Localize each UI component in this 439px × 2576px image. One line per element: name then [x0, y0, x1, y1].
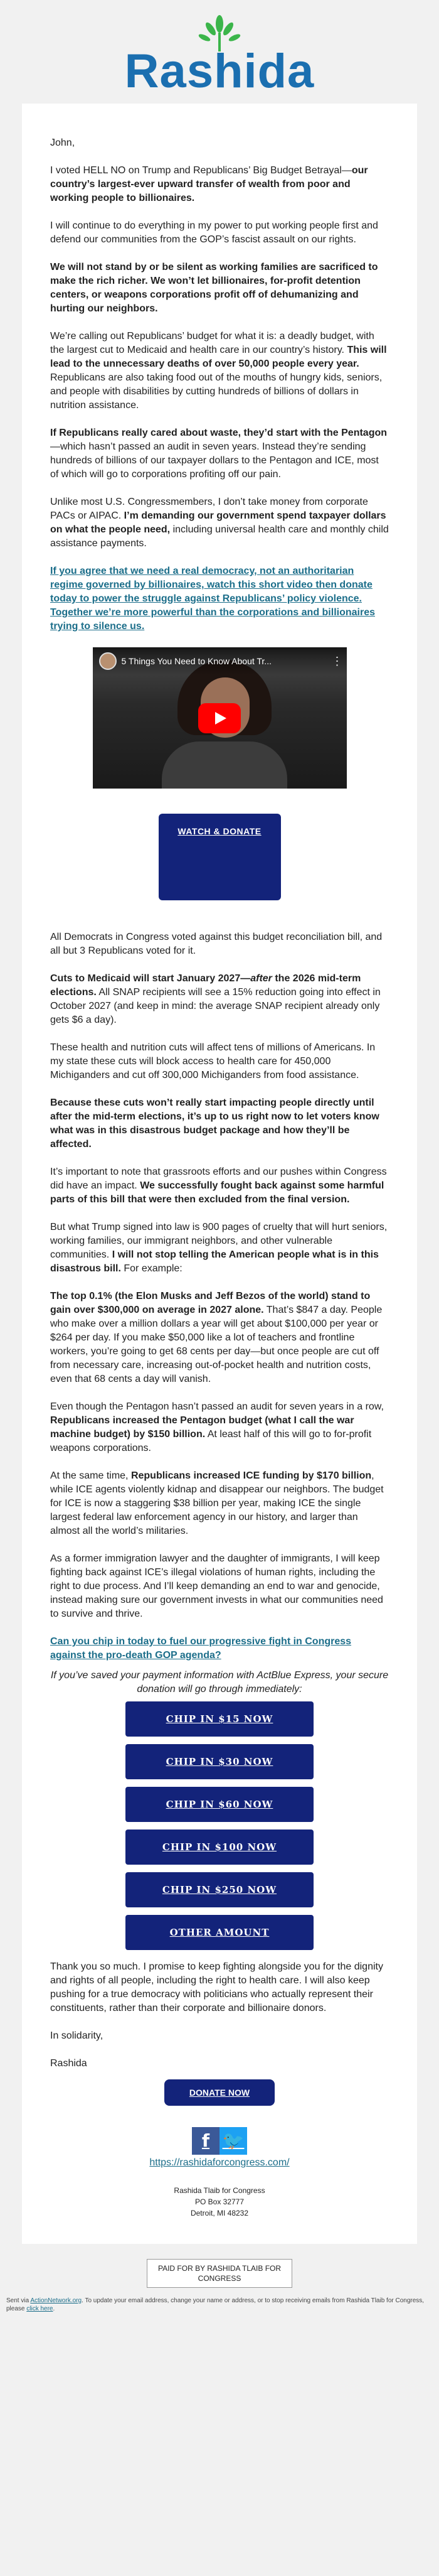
actionnetwork-link[interactable]: ActionNetwork.org	[30, 2297, 82, 2304]
channel-avatar[interactable]	[99, 652, 117, 670]
email-header	[0, 0, 439, 104]
closing: In solidarity,	[50, 2030, 103, 2041]
paragraph: We’re calling out Republicans’ budget for what it is: a deadly budget, with the largest cut to Medicaid and health care in our country’s history. This will lead to the unnecessary deaths of over 50,000 people every year. Republicans are also taking food out of the mouths of hungry kids, seniors, and people with disabilities by cutting hundreds of billions of dollars in nutrition assistance.	[50, 331, 387, 411]
address-line: PO Box 32777	[194, 2197, 245, 2206]
chip-in-15-button[interactable]: CHIP IN $15 NOW	[125, 1701, 314, 1737]
paragraph: Even though the Pentagon hasn’t passed an audit for seven years in a row, Republicans increased the Pentagon budget (what I call the war machine budget) by $150 billion. At least half of this will go to for-profit weapons corporations.	[50, 1401, 384, 1453]
website-link[interactable]: https://rashidaforcongress.com/	[149, 2157, 290, 2168]
video-title-bar	[93, 647, 347, 675]
address-line: Rashida Tlaib for Congress	[174, 2186, 265, 2195]
video-embed[interactable]	[93, 647, 347, 789]
chip-in-100-button[interactable]: CHIP IN $100 NOW	[125, 1830, 314, 1865]
donation-buttons	[125, 1701, 314, 1950]
paragraph: We will not stand by or be silent as working families are sacrificed to make the rich richer. We won’t let billionaires, for-profit detention centers, or weapons corporations profit off of dehumanizing and hurting our neighbors.	[50, 262, 378, 314]
chip-in-link[interactable]: Can you chip in today to fuel our progressive fight in Congress against the pro-death GOP agenda?	[50, 1636, 352, 1661]
facebook-icon[interactable]: f	[192, 2127, 220, 2155]
other-amount-button[interactable]: OTHER AMOUNT	[125, 1915, 314, 1950]
twitter-icon[interactable]: 🐦	[220, 2127, 247, 2155]
more-options-icon[interactable]: ⋮	[331, 654, 343, 667]
video-donate-link[interactable]: If you agree that we need a real democracy, not an authoritarian regime governed by billionaires, watch this short video then donate today to power the struggle against Republicans’ policy violence. Together we’re more powerful than the corporations and billionaires trying to silence us.	[50, 566, 375, 632]
logo-wordmark: Rashida	[124, 45, 315, 98]
unsubscribe-link[interactable]: click here	[26, 2305, 53, 2312]
paragraph: But what Trump signed into law is 900 pages of cruelty that will hurt seniors, working families, our immigrant neighbors, and other vulnerable communities. I will not stop telling the American people what is in this disastrous bill. For example:	[50, 1222, 388, 1274]
chip-in-250-button[interactable]: CHIP IN $250 NOW	[125, 1872, 314, 1907]
chip-in-30-button[interactable]: CHIP IN $30 NOW	[125, 1744, 314, 1779]
paragraph: I voted HELL NO on Trump and Republicans’ Big Budget Betrayal—our country’s largest-ever upward transfer of wealth from poor and working people to billionaires.	[50, 165, 368, 203]
unsubscribe-note: Sent via ActionNetwork.org. To update your email address, change your name or address, or to stop receiving emails from Rashida Tlaib for Congress, please click here.	[6, 2297, 425, 2312]
paragraph: Unlike most U.S. Congressmembers, I don’t take money from corporate PACs or AIPAC. I’m demanding our government spend taxpayer dollars on what the people need, including universal health care and monthly child assistance payments.	[50, 497, 389, 549]
address-line: Detroit, MI 48232	[190, 2209, 249, 2218]
paragraph: The top 0.1% (the Elon Musks and Jeff Bezos of the world) stand to gain over $300,000 on average in 2027 alone. That’s $847 a day. People who make over a million dollars a year will get about $100,000 per year or $264 per day. If you make $50,000 like a lot of teachers and frontline workers, you’re going to get 68 cents per day—but once people are cut off from necessary care, increasing out-of-pocket health and nutrition costs, even that 68 cents a day will vanish.	[50, 1291, 383, 1384]
website-link-row	[50, 2157, 389, 2169]
email-body	[22, 104, 417, 2244]
paid-for-disclaimer: PAID FOR BY RASHIDA TLAIB FOR CONGRESS	[147, 2259, 292, 2288]
chip-in-link-paragraph	[50, 1635, 389, 1663]
social-links	[50, 2127, 389, 2155]
signature: Rashida	[50, 2058, 87, 2069]
donate-now-button[interactable]: DONATE NOW	[164, 2079, 275, 2106]
actblue-express-note: If you’ve saved your payment information with ActBlue Express, your secure donation will go through immediately:	[50, 1670, 389, 1695]
watch-and-donate-button[interactable]: WATCH & DONATE	[159, 814, 281, 900]
paragraph: Cuts to Medicaid will start January 2027—after the 2026 mid-term elections. All SNAP recipients will see a 15% reduction going into effect in October 2027 (and keep in mind: the average SNAP recipient already only gets $6 a day).	[50, 973, 381, 1025]
email-footer	[22, 2244, 417, 2288]
paragraph: It’s important to note that grassroots efforts and our pushes within Congress did have an impact. We successfully fought back against some harmful parts of this bill that were then excluded from the final version.	[50, 1167, 387, 1205]
video-title[interactable]: 5 Things You Need to Know About Tr...	[121, 656, 272, 666]
chip-in-60-button[interactable]: CHIP IN $60 NOW	[125, 1787, 314, 1822]
paragraph: At the same time, Republicans increased ICE funding by $170 billion, while ICE agents violently kidnap and disappear our neighbors. The budget for ICE is now a staggering $38 billion per year, making ICE the single largest federal law enforcement agency in our history, and larger than almost all the world’s militaries.	[50, 1470, 384, 1536]
paragraph: As a former immigration lawyer and the daughter of immigrants, I will keep fighting back against ICE’s illegal violations of human rights, including the right to due process. And I’ll keep demanding an end to war and genocide, instead making sure our government invests in what our communities need to survive and thrive.	[50, 1553, 383, 1619]
paragraph: I will continue to do everything in my power to put working people first and defend our communities from the GOP’s fascist assault on our rights.	[50, 220, 378, 245]
greeting: John,	[50, 137, 75, 148]
paragraph: All Democrats in Congress voted against this budget reconciliation bill, and all but 3 Republicans voted for it.	[50, 932, 383, 956]
play-button-icon[interactable]	[198, 703, 241, 733]
paragraph: These health and nutrition cuts will affect tens of millions of Americans. In my state these cuts will block access to health care for 450,000 Michiganders and cut off 300,000 Michiganders from food assistance.	[50, 1042, 376, 1081]
donate-link-paragraph	[50, 564, 389, 633]
paragraph: Because these cuts won’t really start impacting people directly until after the mid-term elections, it’s up to us right now to let voters know what was in this disastrous budget package and how they’ll be affected.	[50, 1097, 379, 1150]
mailing-address	[50, 2185, 389, 2219]
rashida-logo[interactable]	[0, 15, 439, 98]
paragraph: Thank you so much. I promise to keep fighting alongside you for the dignity and rights of all people, including the right to health care. I will also keep pushing for a true democracy with politicians who actually represent their constituents, rather than their corporate and billionaire donors.	[50, 1961, 383, 2013]
paragraph: If Republicans really cared about waste, they’d start with the Pentagon—which hasn’t passed an audit in seven years. Instead they’re sending hundreds of billions of our taxpayer dollars to the Pentagon and ICE, most of which will go to corporations profiting off our pain.	[50, 428, 388, 480]
